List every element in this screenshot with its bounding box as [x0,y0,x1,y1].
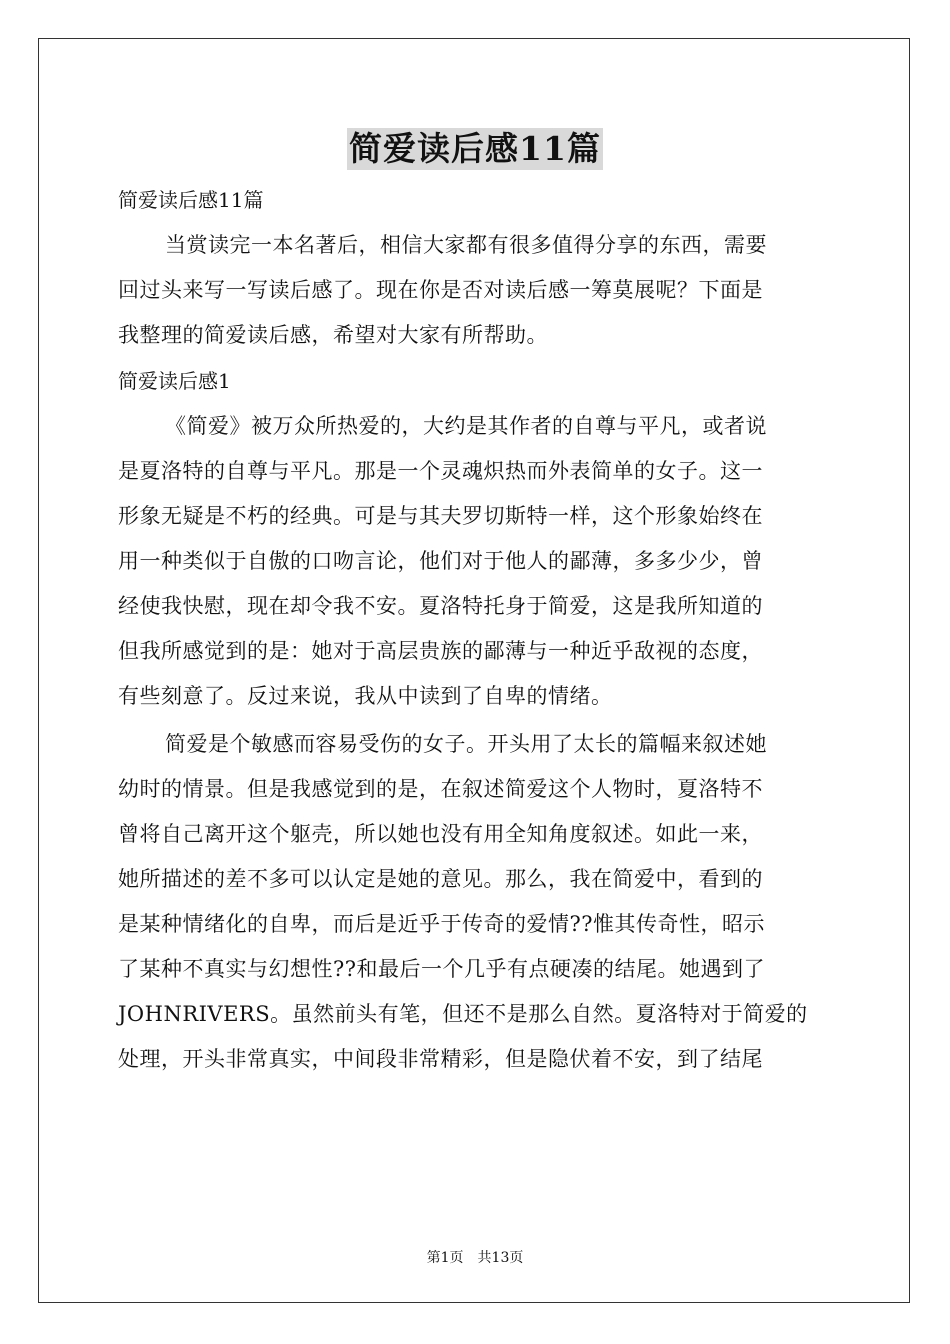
paragraph-line: 处理，开头非常真实，中间段非常精彩，但是隐伏着不安，到了结尾 [118,1047,763,1071]
intro-line: 当赏读完一本名著后，相信大家都有很多值得分享的东西，需要 [165,233,767,257]
intro-paragraph [118,223,834,358]
section-heading: 简爱读后感1 [118,369,231,393]
paragraph-line: 形象无疑是不朽的经典。可是与其夫罗切斯特一样，这个形象始终在 [118,504,763,528]
paragraph-line: 用一种类似于自傲的口吻言论，他们对于他人的鄙薄，多多少少，曾 [118,549,763,573]
paragraph-line: 她所描述的差不多可以认定是她的意见。那么，我在简爱中，看到的 [118,867,763,891]
paragraph-line: 曾将自己离开这个躯壳，所以她也没有用全知角度叙述。如此一来， [118,822,763,846]
intro-line: 回过头来写一写读后感了。现在你是否对读后感一筹莫展呢？下面是 [118,278,763,302]
document-body [118,177,834,1082]
paragraph-line: 经使我快慰，现在却令我不安。夏洛特托身于简爱，这是我所知道的 [118,594,763,618]
paragraph-line: 是夏洛特的自尊与平凡。那是一个灵魂炽热而外表简单的女子。这一 [118,459,763,483]
paragraph-line: 《简爱》被万众所热爱的，大约是其作者的自尊与平凡，或者说 [165,414,767,438]
paragraph-1 [118,404,834,719]
paragraph-2 [118,722,834,1082]
paragraph-line: 但我所感觉到的是：她对于高层贵族的鄙薄与一种近乎敌视的态度， [118,639,763,663]
paragraph-line: JOHNRIVERS。虽然前头有笔，但还不是那么自然。夏洛特对于简爱的 [118,1002,808,1026]
intro-line: 我整理的简爱读后感，希望对大家有所帮助。 [118,323,548,347]
title-container [0,128,950,170]
paragraph-line: 幼时的情景。但是我感觉到的是，在叙述简爱这个人物时，夏洛特不 [118,777,763,801]
paragraph-line: 有些刻意了。反过来说，我从中读到了自卑的情绪。 [118,684,613,708]
page-footer: 第1页 共13页 [426,1250,524,1266]
paragraph-line: 了某种不真实与幻想性??和最后一个几乎有点硬凑的结尾。她遇到了 [118,957,766,981]
paragraph-line: 简爱是个敏感而容易受伤的女子。开头用了太长的篇幅来叙述她 [165,732,767,756]
document-subtitle: 简爱读后感11篇 [118,188,264,212]
document-title: 简爱读后感11篇 [349,129,601,168]
paragraph-line: 是某种情绪化的自卑，而后是近乎于传奇的爱情??惟其传奇性，昭示 [118,912,766,936]
